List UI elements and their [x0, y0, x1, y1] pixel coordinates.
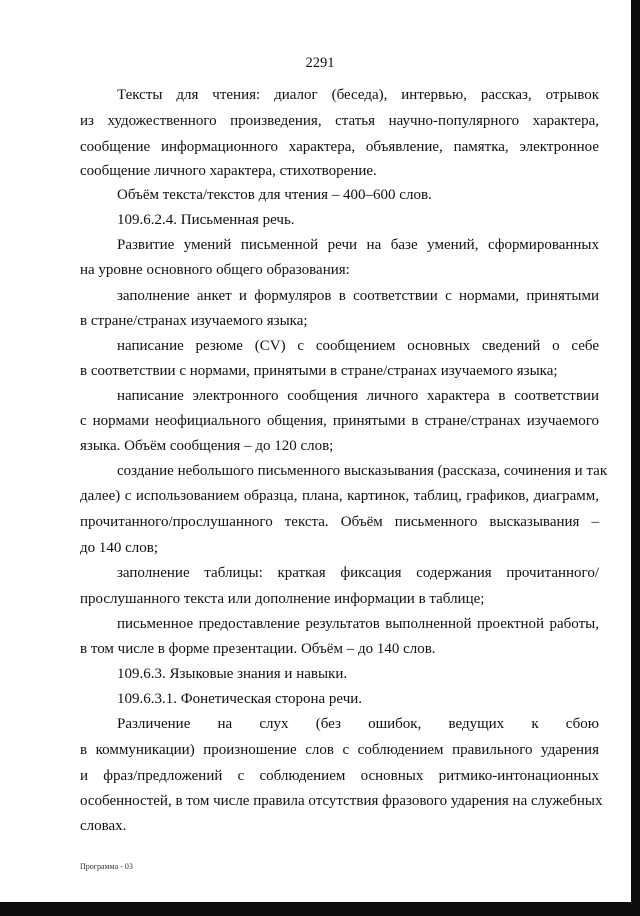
text-line: Объём текста/текстов для чтения – 400–600 слов.: [117, 187, 432, 203]
text-line: словах.: [80, 818, 127, 834]
scan-border-bottom: [0, 902, 640, 916]
text-line: заполнение таблицы: краткая фиксация содержания прочитанного/: [117, 565, 599, 581]
footer-label: Программа - 03: [80, 862, 133, 871]
section-heading: 109.6.3.1. Фонетическая сторона речи.: [117, 691, 363, 707]
text-line: особенностей, в том числе правила отсутствия фразового ударения на служебных: [80, 793, 603, 809]
text-line: сообщение информационного характера, объявление, памятка, электронное: [80, 139, 599, 155]
text-line: Развитие умений письменной речи на базе умений, сформированных: [117, 237, 599, 253]
text-line: с нормами неофициального общения, принятыми в стране/странах изучаемого: [80, 413, 599, 429]
text-line: в соответствии с нормами, принятыми в стране/странах изучаемого языка;: [80, 363, 558, 379]
text-line: на уровне основного общего образования:: [80, 262, 350, 278]
text-line: прочитанного/прослушанного текста. Объём письменного высказывания –: [80, 514, 599, 530]
text-line: Тексты для чтения: диалог (беседа), интервью, рассказ, отрывок: [117, 87, 599, 103]
text-line: прослушанного текста или дополнение информации в таблице;: [80, 591, 485, 607]
text-line: из художественного произведения, статья научно-популярного характера,: [80, 113, 599, 129]
text-line: в коммуникации) произношение слов с соблюдением правильного ударения: [80, 742, 599, 758]
text-line: заполнение анкет и формуляров в соответствии с нормами, принятыми: [117, 288, 599, 304]
text-line: языка. Объём сообщения – до 120 слов;: [80, 438, 334, 454]
text-line: создание небольшого письменного высказывания (рассказа, сочинения и так: [117, 463, 608, 479]
text-line: до 140 слов;: [80, 540, 159, 556]
text-line: далее) с использованием образца, плана, картинок, таблиц, графиков, диаграмм,: [80, 488, 599, 504]
text-line: написание резюме (CV) с сообщением основных сведений о себе: [117, 338, 599, 354]
page-number: 2291: [305, 55, 335, 71]
scan-border-right: [631, 0, 640, 916]
section-heading: 109.6.2.4. Письменная речь.: [117, 212, 295, 228]
section-heading: 109.6.3. Языковые знания и навыки.: [117, 666, 348, 682]
text-line: письменное предоставление результатов выполненной проектной работы,: [117, 616, 599, 632]
text-line: и фраз/предложений с соблюдением основных ритмико-интонационных: [80, 768, 599, 784]
text-line: Различение на слух (без ошибок, ведущих к сбою: [117, 716, 599, 732]
text-line: написание электронного сообщения личного характера в соответствии: [117, 388, 599, 404]
text-line: в стране/странах изучаемого языка;: [80, 313, 308, 329]
text-line: в том числе в форме презентации. Объём – до 140 слов.: [80, 641, 436, 657]
text-line: сообщение личного характера, стихотворение.: [80, 163, 377, 179]
